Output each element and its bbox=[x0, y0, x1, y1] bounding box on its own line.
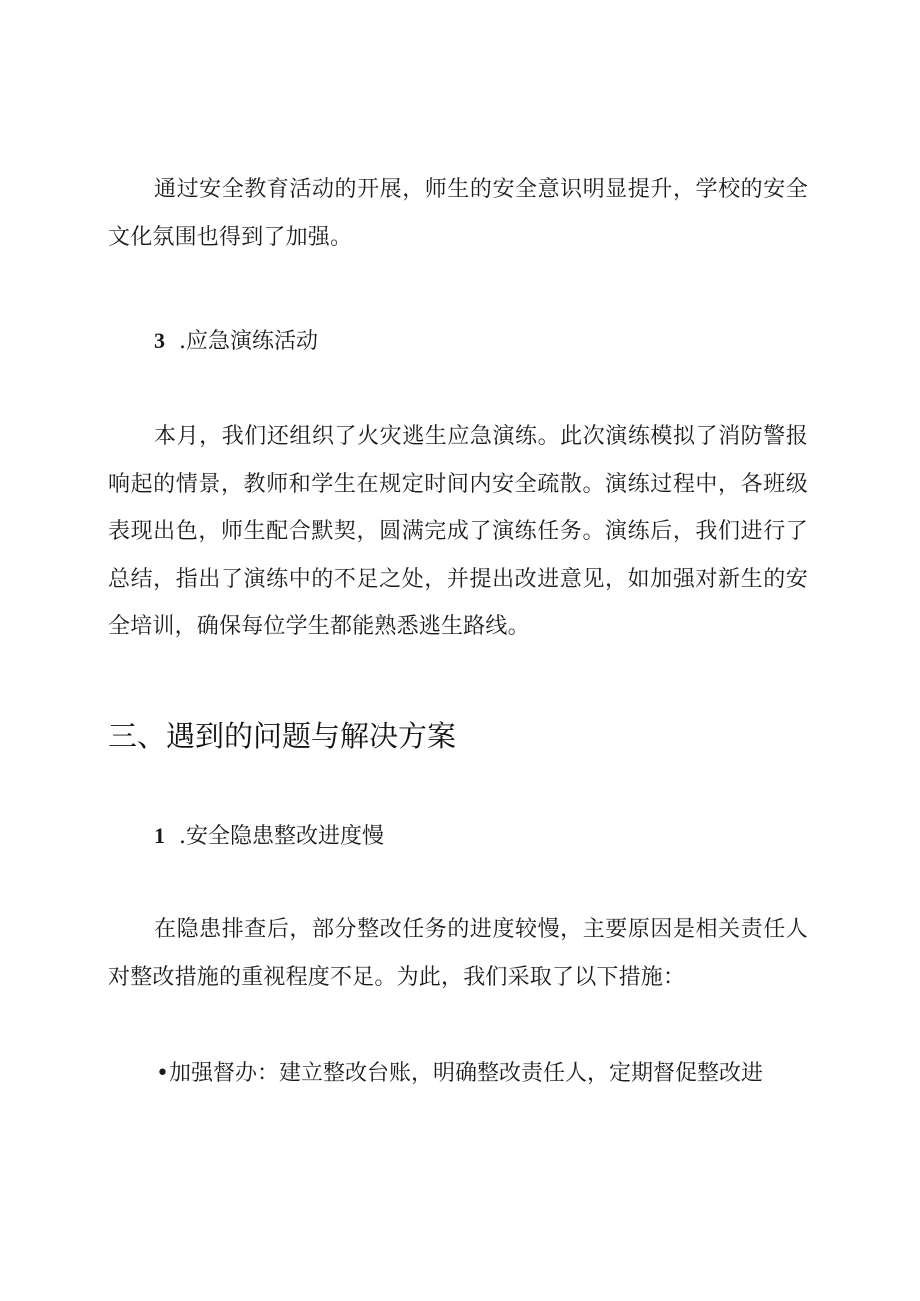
subheading-number: 1 bbox=[154, 823, 165, 848]
subheading-title: .应急演练活动 bbox=[179, 329, 318, 354]
section-heading: 三、遇到的问题与解决方案 bbox=[108, 719, 457, 753]
subheading-hazard-rectification bbox=[154, 821, 854, 852]
drill-paragraph: 本月，我们还组织了火灾逃生应急演练。此次演练模拟了消防警报响起的情景，教师和学生在规定时间内安全疏散。演练过程中，各班级表现出色，师生配合默契，圆满完成了演练任务。演练后，我们进行了总结，指出了演练中的不足之处，并提出改进意见，如加强对新生的安全培训，确保每位学生都能熟悉逃生路线。 bbox=[108, 424, 808, 639]
bullet-item: •加强督办：建立整改台账，明确整改责任人，定期督促整改进 bbox=[156, 1061, 763, 1086]
subheading-emergency-drill bbox=[154, 326, 854, 357]
issue-paragraph: 在隐患排查后，部分整改任务的进度较慢，主要原因是相关责任人对整改措施的重视程度不足。为此，我们采取了以下措施： bbox=[108, 917, 808, 990]
subheading-number: 3 bbox=[154, 328, 165, 353]
subheading-title: .安全隐患整改进度慢 bbox=[179, 824, 384, 849]
intro-paragraph: 通过安全教育活动的开展，师生的安全意识明显提升，学校的安全文化氛围也得到了加强。 bbox=[108, 177, 808, 250]
